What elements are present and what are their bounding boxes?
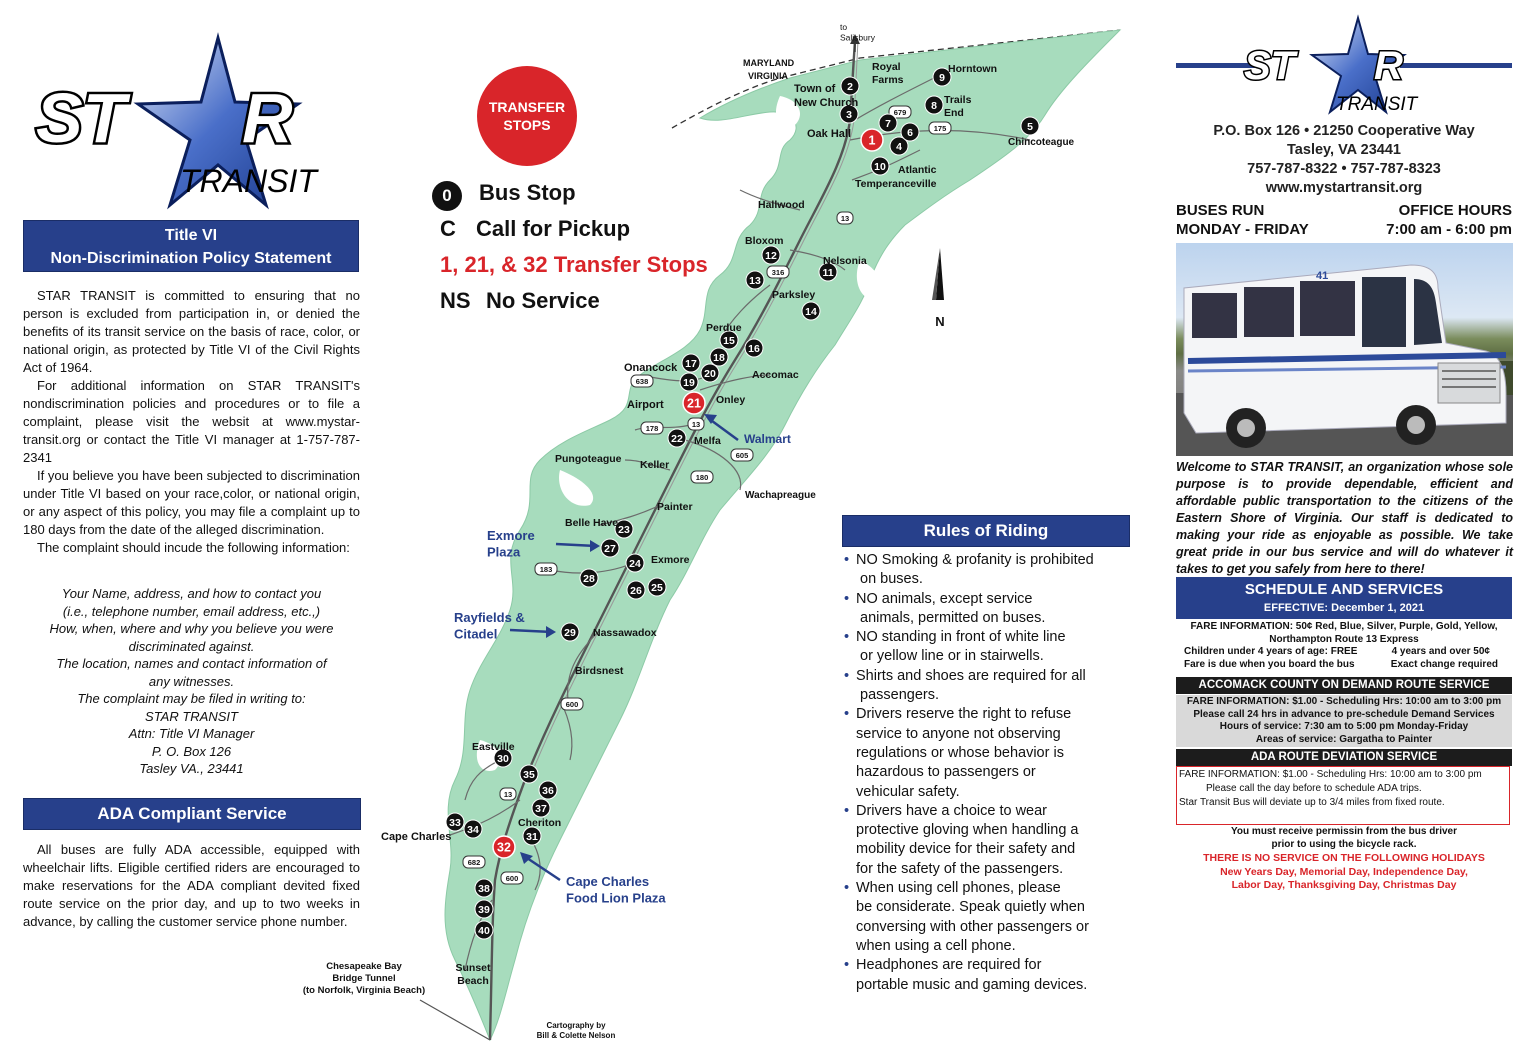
legend-call: Call for Pickup xyxy=(476,216,631,241)
svg-text:638: 638 xyxy=(635,377,649,386)
route-shield-180 xyxy=(691,471,713,483)
rules-header: Rules of Riding xyxy=(842,515,1130,547)
svg-text:28: 28 xyxy=(583,573,595,585)
complaint-line: any witnesses. xyxy=(148,673,235,689)
website: www.mystartransit.org xyxy=(1265,180,1423,196)
place-label-painter: Painter xyxy=(657,501,693,513)
rule-line: conversing with other passengers or xyxy=(856,918,1089,935)
holiday-heading: THERE IS NO SERVICE ON THE FOLLOWING HOLIDAYS xyxy=(1203,852,1485,864)
svg-text:26: 26 xyxy=(630,585,642,597)
svg-text:40: 40 xyxy=(478,925,490,937)
complaint-line: Your Name, address, and how to contact you xyxy=(61,586,322,601)
rule-item xyxy=(842,667,1137,706)
svg-text:316: 316 xyxy=(771,268,785,277)
ada-text: All buses are fully ADA accessible, equipped with wheelchair lifts. Eligible certified riders are encouraged to make reservations for the ADA compliant devited fixed route service on the prior day, and up to two weeks in advance, by calling the customer service phone number. xyxy=(23,842,360,929)
stop-17 xyxy=(682,354,700,372)
bus-icon xyxy=(1176,243,1513,456)
fare-line2: Northampton Route 13 Express xyxy=(1269,633,1419,645)
route-shield-600 xyxy=(501,872,523,884)
route-shield-183 xyxy=(535,563,557,575)
svg-text:10: 10 xyxy=(874,161,886,173)
title-vi-heading-line1: Title VI xyxy=(164,227,218,244)
place-label-chinco: Chincoteague xyxy=(1008,137,1075,148)
stop-34 xyxy=(464,820,482,838)
svg-text:37: 37 xyxy=(535,803,547,815)
stop-38 xyxy=(475,879,493,897)
place-label-melfa: Melfa xyxy=(694,435,721,447)
route-shield-600 xyxy=(561,698,583,710)
stop-5 xyxy=(1021,117,1039,135)
complaint-line: P. O. Box 126 xyxy=(151,743,232,759)
ada-deviate: Star Transit Bus will deviate up to 3/4 miles from fixed route. xyxy=(1179,797,1445,808)
star-transit-logo-right xyxy=(1238,14,1448,116)
svg-text:33: 33 xyxy=(449,817,461,829)
svg-text:21: 21 xyxy=(687,396,701,411)
place-label-nassa: Nassawadox xyxy=(593,627,657,639)
rule-line: • NO Smoking & profanity is prohibited xyxy=(856,552,1094,568)
title-vi-heading-line2: Non-Discrimination Policy Statement xyxy=(50,250,332,267)
stop-37 xyxy=(532,799,550,817)
svg-text:ST: ST xyxy=(1244,44,1296,88)
svg-text:13: 13 xyxy=(691,420,701,429)
svg-text:175: 175 xyxy=(933,124,947,133)
place-label-exmoreplaza: Exmore Plaza xyxy=(487,528,535,560)
complaint-line: discriminated against. xyxy=(128,638,255,654)
rule-line: mobility device for their safety and xyxy=(856,841,1076,858)
svg-text:14: 14 xyxy=(805,306,817,318)
rule-line: • Shirts and shoes are required for all xyxy=(856,667,1086,684)
adult-fare: 4 years and over 50¢ xyxy=(1391,646,1490,658)
fare-due: Fare is due when you board the bus xyxy=(1184,659,1355,671)
svg-text:9: 9 xyxy=(939,72,945,84)
rule-line: or yellow line or in stairwells. xyxy=(860,648,1044,665)
svg-text:7: 7 xyxy=(885,118,891,130)
svg-text:TRANSIT: TRANSIT xyxy=(180,163,317,199)
svg-text:ST: ST xyxy=(36,79,126,157)
office-hours-label: OFFICE HOURS xyxy=(1398,202,1512,219)
legend-bus-stop: Bus Stop xyxy=(479,180,576,205)
svg-text:29: 29 xyxy=(564,627,576,639)
rule-line: on buses. xyxy=(860,571,923,588)
accomack-header: ACCOMACK COUNTY ON DEMAND ROUTE SERVICE xyxy=(1176,677,1512,694)
place-label-pungo: Pungoteague xyxy=(555,453,622,465)
rule-item xyxy=(842,590,1137,629)
rule-line: • Drivers reserve the right to refuse xyxy=(856,706,1072,723)
stop-14 xyxy=(802,302,820,320)
complaint-line: Attn: Title VI Manager xyxy=(128,726,255,741)
stop-32 xyxy=(493,836,515,858)
place-label-rayfields: Rayfields & Citadel xyxy=(454,610,525,642)
call-symbol: C xyxy=(440,216,456,241)
legend-transfer: 1, 21, & 32 Transfer Stops xyxy=(440,252,708,277)
fare-info xyxy=(1176,621,1512,672)
schedule-effective: EFFECTIVE: December 1, 2021 xyxy=(1263,602,1425,614)
stop-13 xyxy=(746,271,764,289)
ada-deviation-header: ADA ROUTE DEVIATION SERVICE xyxy=(1176,749,1512,766)
svg-text:13: 13 xyxy=(749,275,761,287)
place-label-md: MARYLAND xyxy=(743,58,795,68)
complaint-line: The complaint may be filed in writing to: xyxy=(77,691,306,706)
stop-20 xyxy=(701,364,719,382)
svg-text:11: 11 xyxy=(822,267,834,279)
rule-line: • Drivers have a choice to wear xyxy=(856,802,1047,819)
stop-2 xyxy=(841,77,859,95)
schedule-header xyxy=(1176,577,1512,619)
place-label-temp: Temperanceville xyxy=(855,178,937,190)
svg-text:600: 600 xyxy=(565,700,579,709)
place-label-cheriton: Cheriton xyxy=(518,817,562,829)
stop-36 xyxy=(539,781,557,799)
stop-40 xyxy=(475,921,493,939)
rule-line: • When using cell phones, please xyxy=(856,880,1061,897)
svg-text:22: 22 xyxy=(671,433,683,445)
transfer-badge-line2: STOPS xyxy=(503,117,551,133)
place-label-wacha: Wachapreague xyxy=(745,490,816,501)
buses-run-label: BUSES RUN xyxy=(1176,202,1265,219)
complaint-line: How, when, where and why you believe you were xyxy=(49,621,334,636)
route-shield-638 xyxy=(631,375,653,387)
place-label-birds: Birdsnest xyxy=(575,665,624,677)
place-label-nelsonia: Nelsonia xyxy=(823,255,867,267)
legend-ns: No Service xyxy=(486,288,600,313)
rule-line: animals, permitted on buses. xyxy=(860,609,1046,626)
stop-27 xyxy=(601,539,619,557)
contact-block xyxy=(1176,122,1512,198)
svg-text:8: 8 xyxy=(931,100,937,112)
place-label-bloxom: Bloxom xyxy=(745,235,784,247)
svg-text:38: 38 xyxy=(478,883,490,895)
accomack-info xyxy=(1176,695,1512,747)
stop-6 xyxy=(901,123,919,141)
schedule-title: SCHEDULE AND SERVICES xyxy=(1244,581,1444,598)
stop-1 xyxy=(861,129,883,151)
place-label-oakhall: Oak Hall xyxy=(807,128,852,140)
office-hours-time: 7:00 am - 6:00 pm xyxy=(1386,221,1512,238)
svg-text:180: 180 xyxy=(695,473,709,482)
svg-text:R: R xyxy=(242,79,293,157)
north-arrow xyxy=(932,248,944,300)
route-shield-175 xyxy=(929,122,951,134)
place-label-carto: Cartography by Bill & Colette Nelson xyxy=(536,1021,616,1040)
svg-text:3: 3 xyxy=(846,109,852,121)
bus-photo xyxy=(1176,243,1513,456)
fare-line1: FARE INFORMATION: 50¢ Red, Blue, Silver, Purple, Gold, Yellow, xyxy=(1190,621,1498,632)
holiday-note xyxy=(1176,852,1512,893)
stop-28 xyxy=(580,569,598,587)
stop-10 xyxy=(871,157,889,175)
rule-item xyxy=(842,956,1137,995)
rule-line: hazardous to passengers or xyxy=(856,764,1036,781)
svg-text:18: 18 xyxy=(713,352,725,364)
rule-item xyxy=(842,705,1137,801)
stop-25 xyxy=(648,578,666,596)
place-label-onancock: Onancock xyxy=(624,362,678,374)
place-label-walmart: Walmart xyxy=(744,432,791,446)
stop-29 xyxy=(561,623,579,641)
address-line1: P.O. Box 126 • 21250 Cooperative Way xyxy=(1213,123,1475,139)
rule-line: • NO standing in front of white line xyxy=(856,629,1066,646)
svg-text:682: 682 xyxy=(467,858,481,867)
stop-35 xyxy=(520,765,538,783)
place-label-foodlion: Cape Charles Food Lion Plaza xyxy=(566,874,666,906)
svg-text:20: 20 xyxy=(704,368,716,380)
rule-line: protective gloving when handling a xyxy=(856,822,1079,839)
rule-line: be considerate. Speak quietly when xyxy=(856,899,1085,916)
place-label-hornt: Horntown xyxy=(948,63,997,75)
svg-text:183: 183 xyxy=(539,565,553,574)
stop-16 xyxy=(745,339,763,357)
accomack-hours: Hours of service: 7:30 am to 5:00 pm Monday-Friday xyxy=(1219,721,1469,733)
svg-text:600: 600 xyxy=(505,874,519,883)
route-shield-605 xyxy=(731,449,753,461)
title-vi-para3: If you believe you have been subjected to discrimination under Title VI based on your race,color, or national origin, or any aspect of this policy, you may file a complaint up to 180 days from the date of the alleged discrimination. xyxy=(23,468,360,537)
title-vi-para1: STAR TRANSIT is committed to ensuring that no person is excluded from participation in, or denied the benefits of its transit service on the basis of race, color, or national origin, as protected by Title VI of the Civil Rights Act of 1964. xyxy=(23,288,360,375)
stop-19 xyxy=(680,373,698,391)
svg-text:36: 36 xyxy=(542,785,554,797)
stop-12 xyxy=(762,246,780,264)
bike-rack-line1: You must receive permissin from the bus driver xyxy=(1231,826,1457,837)
holiday-list1: New Years Day, Memorial Day, Independence Day, xyxy=(1220,865,1468,878)
place-label-eastville: Eastville xyxy=(472,741,515,753)
stop-22 xyxy=(668,429,686,447)
rule-item xyxy=(842,628,1137,667)
svg-text:23: 23 xyxy=(618,524,630,536)
place-label-town: Town of New Church xyxy=(794,83,859,109)
rule-line: portable music and gaming devices. xyxy=(856,976,1088,993)
rule-line: service to anyone not observing xyxy=(856,725,1061,742)
rule-item xyxy=(842,802,1137,879)
svg-text:24: 24 xyxy=(629,558,641,570)
svg-text:17: 17 xyxy=(685,358,697,370)
welcome-text: Welcome to STAR TRANSIT, an organization whose sole purpose is to provide dependable, efficient and affordable public transportation to the citizens of the Eastern Shore of Virginia. Our staff is dedicated to making your ride as enjoyable as possible. We take great pride in our bus service and will do whatever it takes to get you safely from here to there! xyxy=(1176,460,1513,576)
svg-text:16: 16 xyxy=(748,343,760,355)
svg-text:178: 178 xyxy=(645,424,659,433)
ada-deviation-info xyxy=(1176,766,1510,825)
exact-change: Exact change required xyxy=(1390,659,1498,671)
svg-text:5: 5 xyxy=(1027,121,1033,133)
ada-call: Please call the day before to schedule ADA trips. xyxy=(1206,783,1422,794)
rule-line: regulations or whose behavior is xyxy=(856,744,1064,761)
transfer-badge-line1: TRANSFER xyxy=(488,99,566,115)
children-fare: Children under 4 years of age: FREE xyxy=(1184,646,1358,658)
place-label-atlantic: Atlantic xyxy=(898,164,937,176)
rule-line: • Headphones are required for xyxy=(856,957,1042,974)
route-shield-316 xyxy=(767,266,789,278)
svg-text:41: 41 xyxy=(1316,270,1329,282)
place-label-perdue: Perdue xyxy=(706,322,742,334)
address-line2: Tasley, VA 23441 xyxy=(1287,142,1401,158)
rule-line: • NO animals, except service xyxy=(856,590,1033,607)
place-label-salisbury: to Salisbury xyxy=(840,22,875,43)
route-shield-178 xyxy=(641,422,663,434)
svg-text:27: 27 xyxy=(604,543,616,555)
title-vi-para4: The complaint should incude the following information: xyxy=(37,540,350,555)
svg-text:13: 13 xyxy=(503,790,513,799)
place-label-parksley: Parksley xyxy=(772,289,816,301)
bike-rack-note xyxy=(1176,826,1512,851)
stop-8 xyxy=(925,96,943,114)
svg-text:15: 15 xyxy=(723,335,735,347)
stop-39 xyxy=(475,900,493,918)
stop-24 xyxy=(626,554,644,572)
stop-26 xyxy=(627,581,645,599)
complaint-line: The location, names and contact information of xyxy=(56,656,327,671)
place-label-belle: Belle Have xyxy=(565,517,619,529)
place-label-keller: Keller xyxy=(640,459,670,471)
route-shield-682 xyxy=(463,856,485,868)
star-logo-icon xyxy=(1238,14,1448,116)
rule-line: when using a cell phone. xyxy=(856,937,1016,954)
place-label-cbbt: Chesapeake Bay Bridge Tunnel (to Norfolk, Virginia Beach) xyxy=(302,961,426,996)
rules-list xyxy=(842,551,1137,995)
svg-text:34: 34 xyxy=(467,824,479,836)
rule-line: vehicular safety. xyxy=(856,783,960,800)
rule-item xyxy=(842,879,1137,956)
rule-line: for the safety of the passengers. xyxy=(856,860,1064,877)
phone-numbers: 757-787-8322 • 757-787-8323 xyxy=(1247,161,1441,177)
complaint-line: Tasley VA., 23441 xyxy=(139,761,244,776)
accomack-areas: Areas of service: Gargatha to Painter xyxy=(1255,733,1433,745)
title-vi-para2: For additional information on STAR TRANSIT's nondiscrimination policies and procedures or to file a complaint, please visit the websit at www.mystar-transit.org or contact the Title VI manager at 1-757-787-2341 xyxy=(23,378,360,465)
stop-33 xyxy=(446,813,464,831)
place-label-royal: Royal Farms xyxy=(872,61,904,87)
place-label-north: N xyxy=(935,314,945,329)
place-label-hallwood: Hallwood xyxy=(758,199,805,211)
svg-text:TRANSIT: TRANSIT xyxy=(1336,94,1418,115)
place-label-exmore: Exmore xyxy=(651,554,690,566)
accomack-fare: FARE INFORMATION: $1.00 - Scheduling Hrs: 10:00 am to 3:00 pm xyxy=(1186,696,1502,707)
place-label-sunset: Sunset Beach xyxy=(455,962,491,988)
svg-text:19: 19 xyxy=(683,377,695,389)
svg-text:R: R xyxy=(1374,44,1403,88)
complaint-line: (i.e., telephone number, email address, etc.,) xyxy=(62,603,321,619)
svg-text:1: 1 xyxy=(868,133,876,148)
svg-text:6: 6 xyxy=(907,127,913,139)
stop-31 xyxy=(523,827,541,845)
place-label-va: VIRGINIA xyxy=(748,71,789,81)
place-label-airport: Airport xyxy=(627,399,664,411)
place-label-onley: Onley xyxy=(716,394,746,406)
svg-text:605: 605 xyxy=(735,451,749,460)
svg-text:4: 4 xyxy=(896,141,902,153)
ns-symbol: NS xyxy=(440,288,471,313)
svg-text:13: 13 xyxy=(840,214,850,223)
ada-fare: FARE INFORMATION: $1.00 - Scheduling Hrs: 10:00 am to 3:00 pm xyxy=(1179,769,1482,780)
svg-text:31: 31 xyxy=(526,831,538,843)
stop-21 xyxy=(683,392,705,414)
ada-header: ADA Compliant Service xyxy=(23,798,361,830)
svg-text:35: 35 xyxy=(523,769,535,781)
stop-7 xyxy=(879,114,897,132)
complaint-line: STAR TRANSIT xyxy=(145,708,238,724)
route-shield-13 xyxy=(837,212,853,224)
svg-text:2: 2 xyxy=(847,81,853,93)
accomack-advance: Please call 24 hrs in advance to pre-schedule Demand Services xyxy=(1193,708,1495,720)
place-label-accomac: Accomac xyxy=(752,369,799,381)
buses-run-days: MONDAY - FRIDAY xyxy=(1176,221,1309,238)
svg-text:12: 12 xyxy=(765,250,777,262)
route-shield-13 xyxy=(688,418,704,430)
svg-text:30: 30 xyxy=(497,753,509,765)
rule-line: passengers. xyxy=(860,687,939,704)
stop-18 xyxy=(710,348,728,366)
holiday-list2: Labor Day, Thanksgiving Day, Christmas Day xyxy=(1231,879,1457,891)
rule-item xyxy=(842,551,1137,590)
svg-text:25: 25 xyxy=(651,582,663,594)
place-label-capecharles: Cape Charles xyxy=(381,831,452,843)
bike-rack-line2: prior to using the bicycle rack. xyxy=(1271,838,1417,850)
bus-stop-symbol: 0 xyxy=(432,181,462,211)
svg-text:39: 39 xyxy=(478,904,490,916)
svg-text:32: 32 xyxy=(497,840,511,855)
place-label-trails: Trails End xyxy=(944,94,972,120)
route-shield-13 xyxy=(500,788,516,800)
svg-text:679: 679 xyxy=(893,108,907,117)
